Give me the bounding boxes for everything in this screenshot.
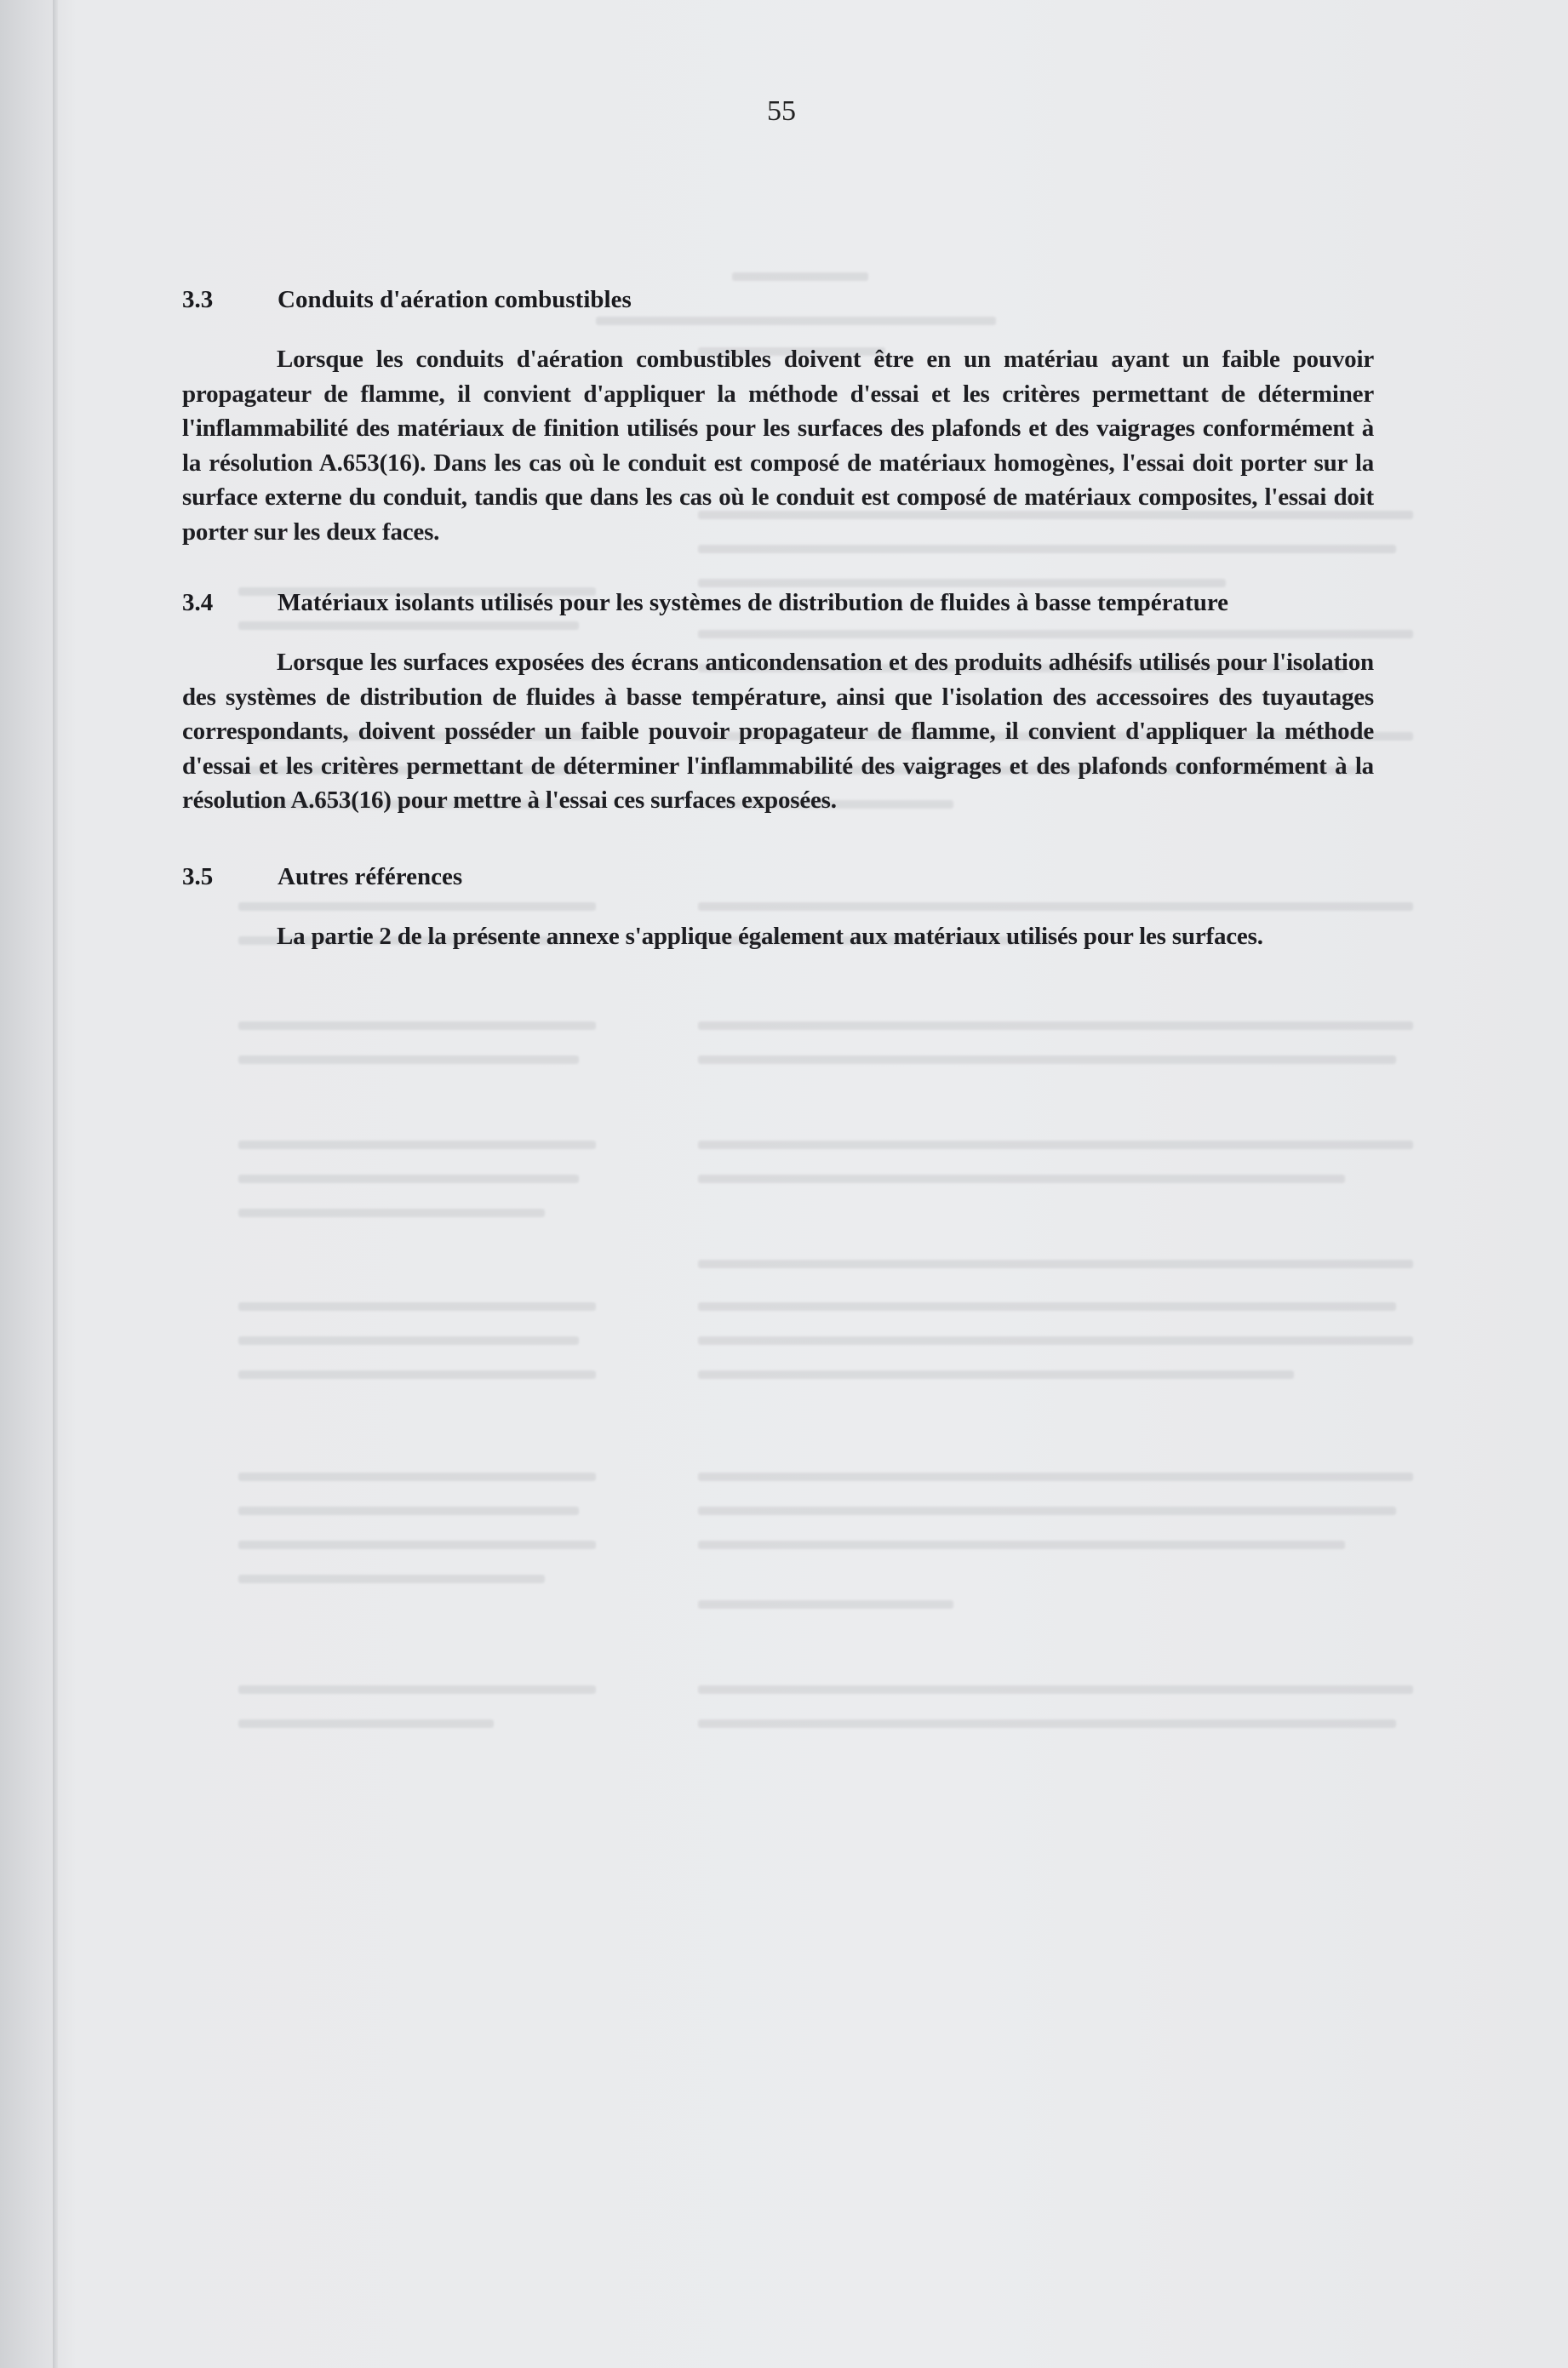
section-title: Autres références	[278, 863, 463, 890]
section-paragraph: Lorsque les conduits d'aération combustibles doivent être en un matériau ayant un faible pouvoir propagateur de flamme, il convient d'appliquer la méthode d'essai et les critères permettant de déterminer l'inflammabilité des matériaux de finition utilisés pour les surfaces des plafonds et des vaigrages conformément à la résolution A.653(16). Dans les cas où le conduit est composé de matériaux homogènes, l'essai doit porter sur la surface externe du conduit, tandis que dans les cas où le conduit est composé de matériaux composites, l'essai doit porter sur les deux faces.	[182, 346, 1374, 546]
section-3-3	[182, 284, 1374, 549]
section-title: Matériaux isolants utilisés pour les systèmes de distribution de fluides à basse température	[278, 589, 1229, 616]
section-3-5	[182, 861, 1374, 954]
section-number: 3.3	[182, 286, 214, 313]
section-paragraph: La partie 2 de la présente annexe s'applique également aux matériaux utilisés pour les surfaces.	[277, 923, 1263, 950]
section-heading	[182, 587, 1374, 618]
page-number: 55	[767, 95, 796, 127]
section-heading	[182, 861, 1374, 892]
section-heading	[182, 284, 1374, 315]
section-number: 3.5	[182, 863, 214, 890]
section-number: 3.4	[182, 589, 214, 616]
section-3-4	[182, 587, 1374, 818]
section-title: Conduits d'aération combustibles	[278, 286, 632, 313]
section-paragraph: Lorsque les surfaces exposées des écrans anticondensation et des produits adhésifs utilisés pour l'isolation des systèmes de distribution de fluides à basse température, ainsi que l'isolation des accessoires des tuyautages correspondants, doivent posséder un faible pouvoir propagateur de flamme, il convient d'appliquer la méthode d'essai et les critères permettant de déterminer l'inflammabilité des vaigrages et des plafonds conformément à la résolution A.653(16) pour mettre à l'essai ces surfaces exposées.	[182, 649, 1374, 814]
page-binding-edge	[53, 0, 58, 2368]
